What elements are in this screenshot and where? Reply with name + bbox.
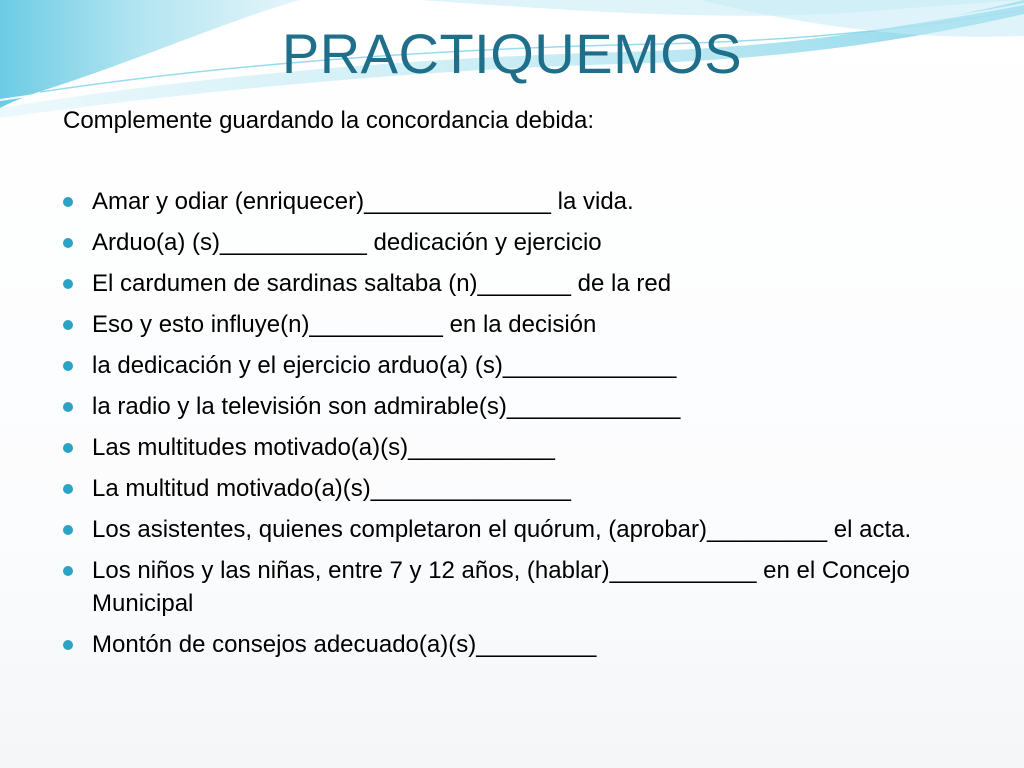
list-item-text: Montón de consejos adecuado(a)(s)_________ [92, 631, 597, 658]
list-item [62, 431, 982, 464]
bullet-dot-icon [63, 640, 73, 650]
list-item [62, 226, 982, 259]
list-item [62, 308, 982, 341]
list-item-text: Las multitudes motivado(a)(s)___________ [92, 434, 555, 461]
instruction-text: Complemente guardando la concordancia debida: [63, 107, 595, 134]
list-item [62, 628, 982, 661]
exercise-list [62, 185, 982, 669]
bullet-dot-icon [63, 402, 73, 412]
bullet-dot-icon [63, 566, 73, 576]
list-item-text: Los niños y las niñas, entre 7 y 12 años, (hablar)___________ en el Concejo Municipal [92, 557, 910, 617]
bullet-dot-icon [63, 197, 73, 207]
bullet-dot-icon [63, 279, 73, 289]
list-item-text: Amar y odiar (enriquecer)______________ la vida. [92, 188, 634, 215]
list-item-text: Eso y esto influye(n)__________ en la decisión [92, 311, 597, 338]
list-item [62, 349, 982, 382]
list-item [62, 472, 982, 505]
bullet-dot-icon [63, 525, 73, 535]
bullet-dot-icon [63, 320, 73, 330]
list-item [62, 513, 982, 546]
list-item [62, 267, 982, 300]
list-item [62, 554, 982, 620]
slide-title: PRACTIQUEMOS [281, 22, 743, 85]
bullet-dot-icon [63, 484, 73, 494]
list-item-text: la radio y la televisión son admirable(s)_____________ [92, 393, 681, 420]
list-item-text: la dedicación y el ejercicio arduo(a) (s)_____________ [92, 352, 677, 379]
bullet-dot-icon [63, 238, 73, 248]
bullet-dot-icon [63, 361, 73, 371]
bullet-dot-icon [63, 443, 73, 453]
list-item-text: Arduo(a) (s)___________ dedicación y ejercicio [92, 229, 602, 256]
list-item [62, 185, 982, 218]
list-item-text: Los asistentes, quienes completaron el quórum, (aprobar)_________ el acta. [92, 516, 912, 543]
list-item-text: La multitud motivado(a)(s)_______________ [92, 475, 571, 502]
list-item [62, 390, 982, 423]
list-item-text: El cardumen de sardinas saltaba (n)_______ de la red [92, 270, 672, 297]
